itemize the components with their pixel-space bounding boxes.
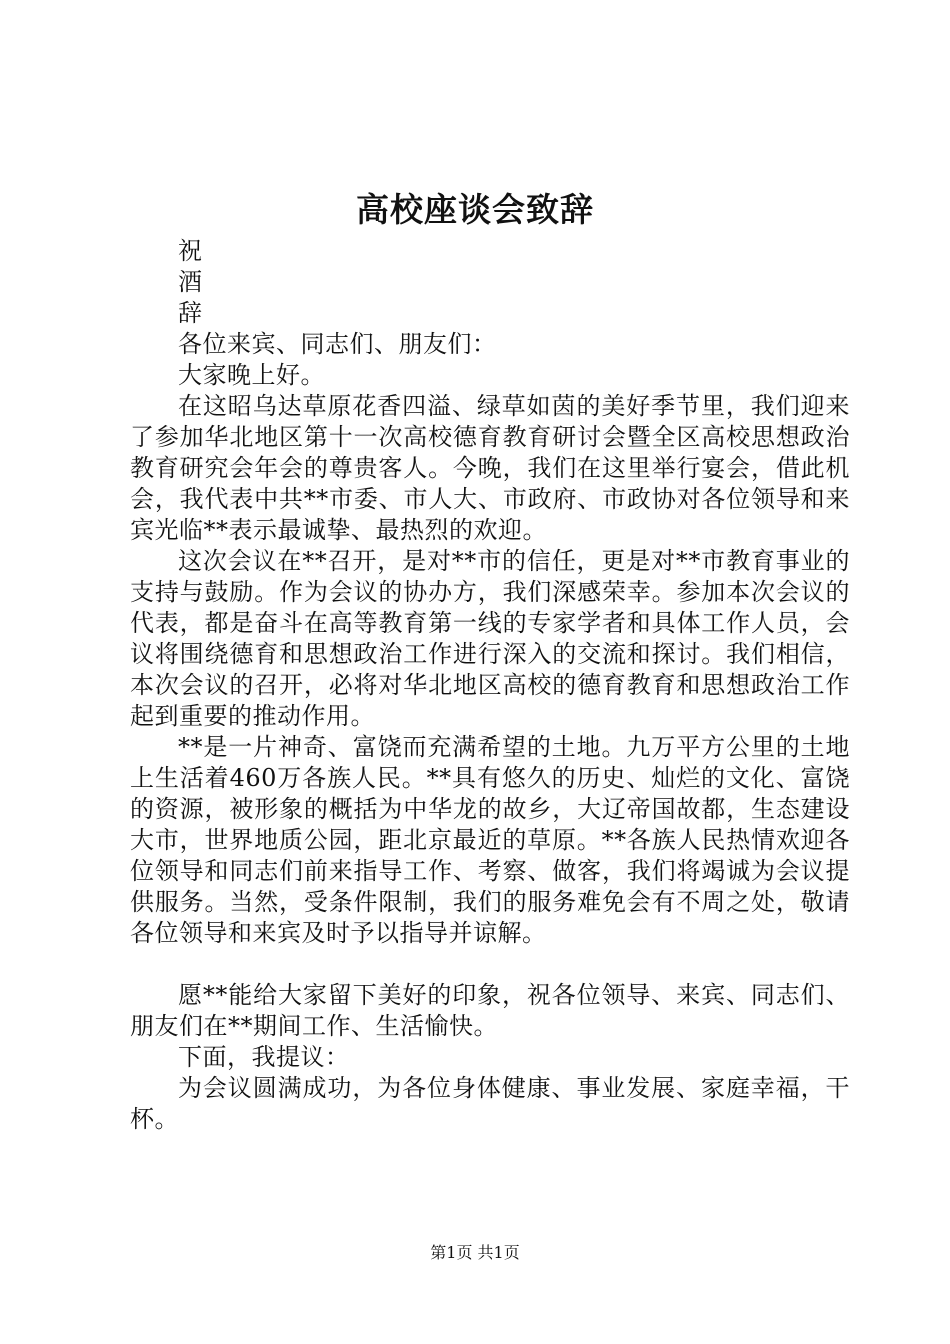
paragraph: 辞 [178,299,203,327]
document-body [130,236,850,1135]
blank-line [130,949,850,980]
page-number-footer: 第1页 共1页 [430,1243,520,1262]
paragraph: 下面，我提议： [178,1043,350,1071]
paragraph: 酒 [178,268,203,296]
paragraph-greeting: 大家晚上好。 [178,361,325,389]
paragraph-salutation: 各位来宾、同志们、朋友们： [178,330,497,358]
paragraph: 在这昭乌达草原花香四溢、绿草如茵的美好季节里，我们迎来了参加华北地区第十一次高校德育教育研讨会暨全区高校思想政治教育研究会年会的尊贵客人。今晚，我们在这里举行宴会，借此机会，我代表中共**市委、市人大、市政府、市政协对各位领导和来宾光临**表示最诚挚、最热烈的欢迎。 [130,392,850,544]
paragraph: 愿**能给大家留下美好的印象，祝各位领导、来宾、同志们、朋友们在**期间工作、生活愉快。 [130,981,850,1040]
paragraph: 这次会议在**召开，是对**市的信任，更是对**市教育事业的支持与鼓励。作为会议的协办方，我们深感荣幸。参加本次会议的代表，都是奋斗在高等教育第一线的专家学者和具体工作人员，会议将围绕德育和思想政治工作进行深入的交流和探讨。我们相信，本次会议的召开，必将对华北地区高校的德育教育和思想政治工作起到重要的推动作用。 [130,547,850,730]
paragraph-toast: 为会议圆满成功，为各位身体健康、事业发展、家庭幸福，干杯。 [130,1074,850,1133]
document-title: 高校座谈会致辞 [356,190,594,229]
paragraph: 祝 [178,237,203,265]
paragraph: **是一片神奇、富饶而充满希望的土地。九万平方公里的土地上生活着460万各族人民。**具有悠久的历史、灿烂的文化、富饶的资源，被形象的概括为中华龙的故乡，大辽帝国故都，生态建设大市，世界地质公园，距北京最近的草原。**各族人民热情欢迎各位领导和同志们前来指导工作、考察、做客，我们将竭诚为会议提供服务。当然，受条件限制，我们的服务难免会有不周之处，敬请各位领导和来宾及时予以指导并谅解。 [130,733,850,947]
